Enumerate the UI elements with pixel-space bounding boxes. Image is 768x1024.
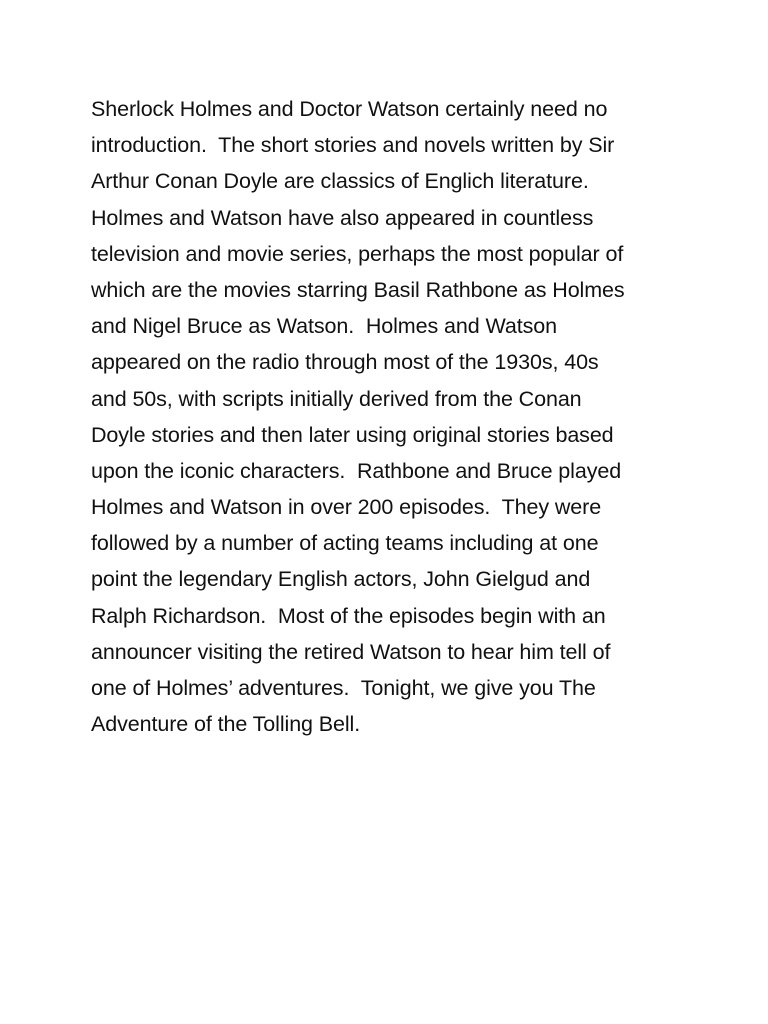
- paragraph-line: and 50s, with scripts initially derived from the Conan: [91, 386, 582, 411]
- paragraph-line: which are the movies starring Basil Rathbone as Holmes: [91, 277, 625, 302]
- paragraph-line: upon the iconic characters. Rathbone and Bruce played: [91, 458, 622, 483]
- paragraph-line: followed by a number of acting teams including at one: [91, 531, 599, 556]
- paragraph-line: Arthur Conan Doyle are classics of Englich literature.: [91, 169, 589, 194]
- paragraph-line: Holmes and Watson have also appeared in countless: [91, 205, 594, 230]
- body-paragraph: [91, 91, 731, 742]
- paragraph-line: announcer visiting the retired Watson to hear him tell of: [91, 639, 611, 664]
- paragraph-line: Adventure of the Tolling Bell.: [91, 712, 361, 737]
- paragraph-line: Doyle stories and then later using original stories based: [91, 422, 614, 447]
- paragraph-line: appeared on the radio through most of the 1930s, 40s: [91, 350, 599, 375]
- paragraph-line: introduction. The short stories and novels written by Sir: [91, 133, 615, 158]
- paragraph-line: Sherlock Holmes and Doctor Watson certainly need no: [91, 97, 608, 121]
- paragraph-line: point the legendary English actors, John Gielgud and: [91, 567, 591, 592]
- paragraph-line: one of Holmes’ adventures. Tonight, we give you The: [91, 676, 596, 700]
- paragraph-line: Holmes and Watson in over 200 episodes. They were: [91, 495, 602, 520]
- paragraph-line: Ralph Richardson. Most of the episodes begin with an: [91, 603, 606, 628]
- paragraph-line: television and movie series, perhaps the most popular of: [91, 241, 624, 266]
- paragraph-line: and Nigel Bruce as Watson. Holmes and Watson: [91, 314, 557, 339]
